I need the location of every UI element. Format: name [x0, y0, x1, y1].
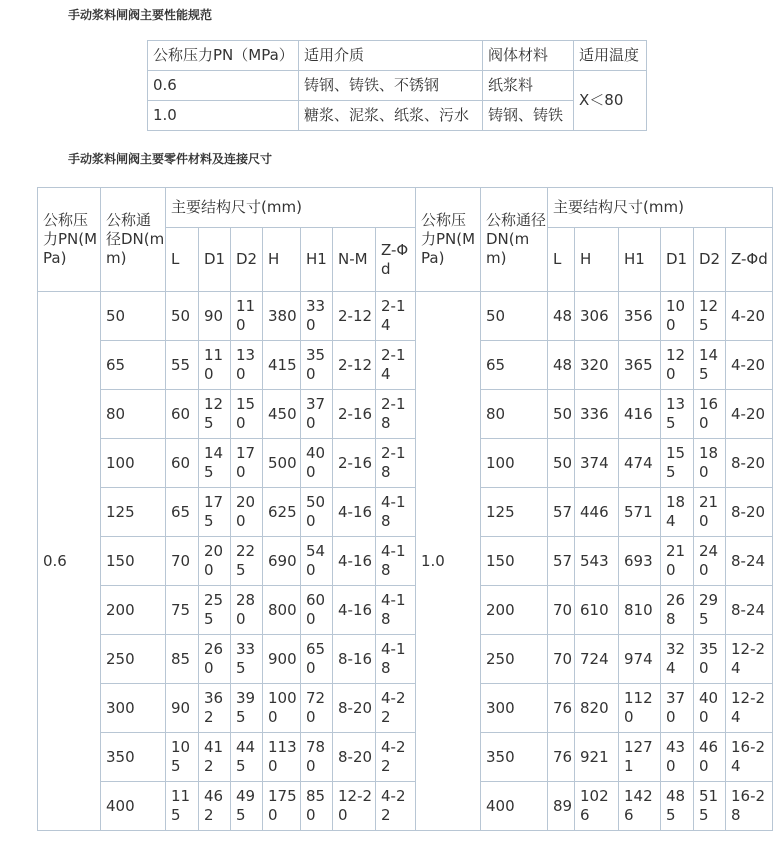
- table-cell: 12-24: [726, 635, 773, 684]
- table-cell: 280: [231, 586, 263, 635]
- table-cell: 89: [548, 782, 575, 831]
- table-cell: 155: [661, 439, 694, 488]
- table-cell: 900: [263, 635, 301, 684]
- table-cell: 690: [263, 537, 301, 586]
- table-row: [38, 390, 773, 439]
- subheader-cell: H1: [301, 228, 333, 292]
- table-cell: 543: [575, 537, 619, 586]
- header-nominal-diameter: 公称通径DN(mm): [481, 188, 548, 292]
- table-cell: 175: [199, 488, 231, 537]
- header-body-material: 阀体材料: [483, 41, 574, 71]
- table-cell: 2-12: [333, 341, 376, 390]
- table-cell: 625: [263, 488, 301, 537]
- table-cell: 125: [694, 292, 726, 341]
- cell-temperature: X＜80: [574, 71, 647, 131]
- table-cell: 720: [301, 684, 333, 733]
- table-cell: 350: [694, 635, 726, 684]
- header-pressure: 公称压力PN（MPa）: [148, 41, 299, 71]
- table-cell: 50: [481, 292, 548, 341]
- subheader-cell: Z-Φd: [726, 228, 773, 292]
- table-cell: 416: [619, 390, 661, 439]
- table-cell: 2-14: [376, 292, 416, 341]
- table-cell: 446: [575, 488, 619, 537]
- table-cell: 350: [101, 733, 166, 782]
- table-cell: 1750: [263, 782, 301, 831]
- subheader-cell: D1: [661, 228, 694, 292]
- table-cell: 120: [661, 341, 694, 390]
- table-cell: 370: [301, 390, 333, 439]
- table-cell: 356: [619, 292, 661, 341]
- table-cell: 4-22: [376, 733, 416, 782]
- table-cell: 210: [694, 488, 726, 537]
- table-cell: 250: [481, 635, 548, 684]
- table-cell: 80: [481, 390, 548, 439]
- table-cell: 800: [263, 586, 301, 635]
- table-cell: 350: [301, 341, 333, 390]
- table-cell: 415: [263, 341, 301, 390]
- table-cell: 100: [101, 439, 166, 488]
- table-cell: 145: [694, 341, 726, 390]
- table-row: [38, 292, 773, 341]
- table-cell: 150: [481, 537, 548, 586]
- table-cell: 4-22: [376, 782, 416, 831]
- table-cell: 974: [619, 635, 661, 684]
- dimensions-table: [37, 187, 773, 831]
- table-cell: 395: [231, 684, 263, 733]
- header-main-dimensions: 主要结构尺寸(mm): [166, 188, 416, 228]
- table-cell: 50: [548, 439, 575, 488]
- table-cell: 365: [619, 341, 661, 390]
- table-cell: 380: [263, 292, 301, 341]
- cell-body-material: 铸钢、铸铁: [483, 101, 574, 131]
- table-cell: 180: [694, 439, 726, 488]
- table-cell: 4-22: [376, 684, 416, 733]
- table-row: [38, 684, 773, 733]
- dimensions-heading: 手动浆料闸阀主要零件材料及连接尺寸: [68, 152, 273, 166]
- table-cell: 610: [575, 586, 619, 635]
- subheader-cell: L: [548, 228, 575, 292]
- table-cell: 8-24: [726, 537, 773, 586]
- table-cell: 50: [101, 292, 166, 341]
- table-cell: 55: [166, 341, 199, 390]
- table-cell: 125: [101, 488, 166, 537]
- performance-spec-table: [147, 40, 647, 131]
- table-cell: 100: [661, 292, 694, 341]
- table-cell: 4-16: [333, 537, 376, 586]
- cell-pressure: 1.0: [416, 292, 481, 831]
- table-cell: 1026: [575, 782, 619, 831]
- table-cell: 4-18: [376, 488, 416, 537]
- table-header-row: [148, 41, 647, 71]
- table-cell: 2-18: [376, 390, 416, 439]
- subheader-cell: D2: [231, 228, 263, 292]
- subheader-cell: N-M: [333, 228, 376, 292]
- table-header-row: [38, 188, 773, 228]
- table-cell: 515: [694, 782, 726, 831]
- table-cell: 1426: [619, 782, 661, 831]
- header-pressure: 公称压力PN(MPa): [416, 188, 481, 292]
- table-cell: 125: [481, 488, 548, 537]
- table-cell: 200: [101, 586, 166, 635]
- table-cell: 170: [231, 439, 263, 488]
- table-cell: 160: [694, 390, 726, 439]
- table-cell: 4-20: [726, 292, 773, 341]
- table-cell: 8-24: [726, 586, 773, 635]
- table-cell: 85: [166, 635, 199, 684]
- table-cell: 4-16: [333, 586, 376, 635]
- subheader-cell: H1: [619, 228, 661, 292]
- table-cell: 2-16: [333, 390, 376, 439]
- table-row: [148, 101, 647, 131]
- table-cell: 2-14: [376, 341, 416, 390]
- table-cell: 8-20: [333, 733, 376, 782]
- table-cell: 65: [166, 488, 199, 537]
- table-cell: 1000: [263, 684, 301, 733]
- table-cell: 12-24: [726, 684, 773, 733]
- table-cell: 200: [231, 488, 263, 537]
- table-cell: 200: [199, 537, 231, 586]
- table-cell: 57: [548, 488, 575, 537]
- table-cell: 4-18: [376, 635, 416, 684]
- table-cell: 4-20: [726, 390, 773, 439]
- table-cell: 320: [575, 341, 619, 390]
- table-cell: 650: [301, 635, 333, 684]
- table-cell: 184: [661, 488, 694, 537]
- table-cell: 810: [619, 586, 661, 635]
- header-nominal-diameter: 公称通径DN(mm): [101, 188, 166, 292]
- table-cell: 16-28: [726, 782, 773, 831]
- performance-spec-heading: 手动浆料闸阀主要性能规范: [68, 8, 213, 22]
- table-row: [148, 71, 647, 101]
- table-cell: 76: [548, 684, 575, 733]
- table-cell: 430: [661, 733, 694, 782]
- table-cell: 400: [301, 439, 333, 488]
- table-cell: 260: [199, 635, 231, 684]
- table-cell: 724: [575, 635, 619, 684]
- table-cell: 105: [166, 733, 199, 782]
- table-cell: 362: [199, 684, 231, 733]
- header-medium: 适用介质: [299, 41, 483, 71]
- table-cell: 571: [619, 488, 661, 537]
- table-cell: 4-16: [333, 488, 376, 537]
- table-row: [38, 782, 773, 831]
- table-cell: 1130: [263, 733, 301, 782]
- table-cell: 350: [481, 733, 548, 782]
- subheader-cell: H: [263, 228, 301, 292]
- table-row: [38, 537, 773, 586]
- table-cell: 2-16: [333, 439, 376, 488]
- table-cell: 57: [548, 537, 575, 586]
- cell-body-material: 纸浆料: [483, 71, 574, 101]
- table-cell: 240: [694, 537, 726, 586]
- table-cell: 65: [101, 341, 166, 390]
- table-cell: 115: [166, 782, 199, 831]
- table-cell: 150: [101, 537, 166, 586]
- table-cell: 500: [301, 488, 333, 537]
- subheader-cell: L: [166, 228, 199, 292]
- subheader-cell: Z-Φd: [376, 228, 416, 292]
- table-cell: 60: [166, 390, 199, 439]
- table-cell: 130: [231, 341, 263, 390]
- table-cell: 336: [575, 390, 619, 439]
- table-cell: 250: [101, 635, 166, 684]
- table-cell: 412: [199, 733, 231, 782]
- table-cell: 16-24: [726, 733, 773, 782]
- table-cell: 1120: [619, 684, 661, 733]
- table-cell: 75: [166, 586, 199, 635]
- table-cell: 300: [481, 684, 548, 733]
- table-cell: 400: [101, 782, 166, 831]
- table-cell: 100: [481, 439, 548, 488]
- table-cell: 150: [231, 390, 263, 439]
- table-cell: 306: [575, 292, 619, 341]
- table-cell: 2-12: [333, 292, 376, 341]
- table-cell: 850: [301, 782, 333, 831]
- table-cell: 400: [694, 684, 726, 733]
- table-cell: 135: [661, 390, 694, 439]
- subheader-cell: H: [575, 228, 619, 292]
- table-cell: 60: [166, 439, 199, 488]
- table-row: [38, 439, 773, 488]
- table-cell: 50: [548, 390, 575, 439]
- table-cell: 125: [199, 390, 231, 439]
- table-cell: 500: [263, 439, 301, 488]
- table-cell: 400: [481, 782, 548, 831]
- table-cell: 8-16: [333, 635, 376, 684]
- table-cell: 2-18: [376, 439, 416, 488]
- table-cell: 820: [575, 684, 619, 733]
- table-cell: 474: [619, 439, 661, 488]
- table-cell: 65: [481, 341, 548, 390]
- table-cell: 268: [661, 586, 694, 635]
- table-cell: 370: [661, 684, 694, 733]
- table-cell: 445: [231, 733, 263, 782]
- subheader-cell: D1: [199, 228, 231, 292]
- cell-medium: 铸钢、铸铁、不锈钢: [299, 71, 483, 101]
- table-cell: 210: [661, 537, 694, 586]
- table-cell: 921: [575, 733, 619, 782]
- table-cell: 110: [199, 341, 231, 390]
- table-row: [38, 586, 773, 635]
- table-cell: 4-18: [376, 586, 416, 635]
- table-cell: 4-18: [376, 537, 416, 586]
- table-cell: 495: [231, 782, 263, 831]
- subheader-cell: D2: [694, 228, 726, 292]
- table-cell: 450: [263, 390, 301, 439]
- table-cell: 70: [548, 635, 575, 684]
- table-cell: 300: [101, 684, 166, 733]
- cell-pressure: 1.0: [148, 101, 299, 131]
- table-row: [38, 635, 773, 684]
- table-row: [38, 488, 773, 537]
- table-cell: 460: [694, 733, 726, 782]
- table-cell: 8-20: [726, 439, 773, 488]
- table-cell: 4-20: [726, 341, 773, 390]
- cell-pressure: 0.6: [38, 292, 101, 831]
- table-cell: 90: [166, 684, 199, 733]
- table-cell: 693: [619, 537, 661, 586]
- table-cell: 110: [231, 292, 263, 341]
- table-cell: 600: [301, 586, 333, 635]
- header-main-dimensions: 主要结构尺寸(mm): [548, 188, 773, 228]
- table-cell: 48: [548, 292, 575, 341]
- table-cell: 295: [694, 586, 726, 635]
- cell-pressure: 0.6: [148, 71, 299, 101]
- table-cell: 8-20: [333, 684, 376, 733]
- cell-medium: 糖浆、泥浆、纸浆、污水: [299, 101, 483, 131]
- table-cell: 80: [101, 390, 166, 439]
- table-cell: 225: [231, 537, 263, 586]
- table-cell: 255: [199, 586, 231, 635]
- table-cell: 335: [231, 635, 263, 684]
- table-cell: 1271: [619, 733, 661, 782]
- table-cell: 374: [575, 439, 619, 488]
- table-cell: 200: [481, 586, 548, 635]
- table-cell: 90: [199, 292, 231, 341]
- table-cell: 462: [199, 782, 231, 831]
- table-cell: 76: [548, 733, 575, 782]
- table-cell: 145: [199, 439, 231, 488]
- table-row: [38, 341, 773, 390]
- table-row: [38, 733, 773, 782]
- table-cell: 330: [301, 292, 333, 341]
- table-cell: 324: [661, 635, 694, 684]
- table-cell: 485: [661, 782, 694, 831]
- table-cell: 8-20: [726, 488, 773, 537]
- table-cell: 780: [301, 733, 333, 782]
- table-cell: 540: [301, 537, 333, 586]
- header-pressure: 公称压力PN(MPa): [38, 188, 101, 292]
- table-cell: 70: [548, 586, 575, 635]
- header-temperature: 适用温度: [574, 41, 647, 71]
- table-cell: 48: [548, 341, 575, 390]
- table-cell: 12-20: [333, 782, 376, 831]
- table-cell: 50: [166, 292, 199, 341]
- table-cell: 70: [166, 537, 199, 586]
